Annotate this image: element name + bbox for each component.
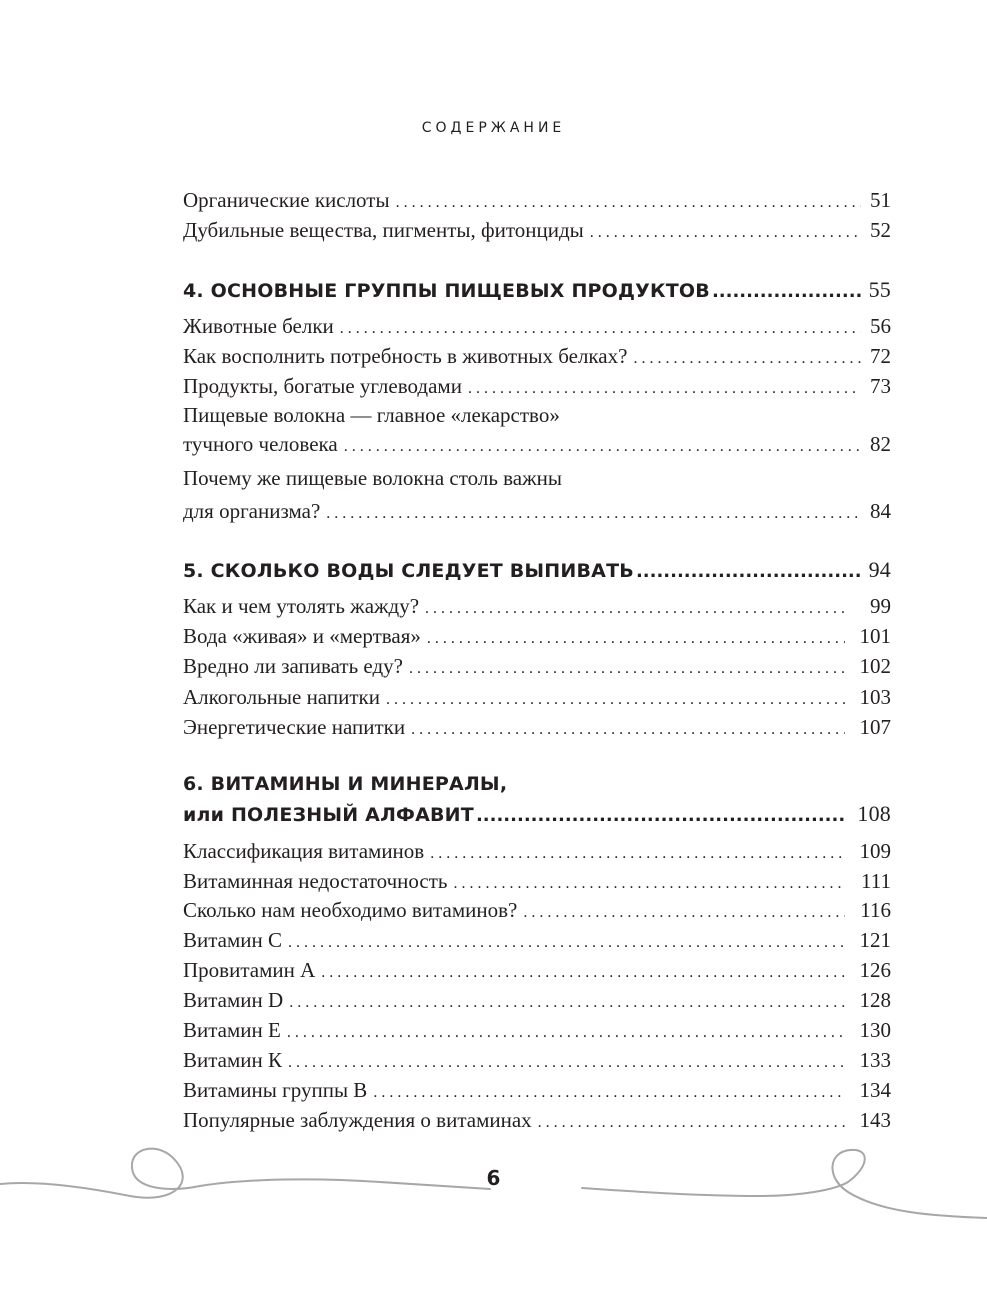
dot-leader bbox=[633, 345, 861, 373]
chapter-heading-4[interactable] bbox=[183, 276, 891, 306]
toc-entry-page: 126 bbox=[859, 958, 891, 982]
dot-leader bbox=[523, 899, 845, 927]
toc-entry-first-line[interactable]: Почему же пищевые волокна столь важны bbox=[183, 466, 562, 490]
toc-entry[interactable] bbox=[183, 986, 891, 1017]
dot-leader bbox=[468, 375, 861, 403]
dot-leader bbox=[430, 840, 845, 868]
chapter-page: 108 bbox=[857, 801, 891, 826]
toc-entry[interactable] bbox=[183, 683, 891, 714]
dot-leader bbox=[712, 278, 863, 306]
toc-entry-page: 101 bbox=[859, 624, 891, 648]
toc-entry[interactable] bbox=[183, 1076, 891, 1107]
toc-entry-label: Витамин D bbox=[183, 988, 284, 1012]
toc-entry-label: Энергетические напитки bbox=[183, 715, 406, 739]
dot-leader bbox=[636, 558, 863, 586]
toc-entry-first-line[interactable]: Пищевые волокна — главное «лекарство» bbox=[183, 403, 560, 427]
toc-entry[interactable] bbox=[183, 312, 891, 343]
chapter-title: 5. СКОЛЬКО ВОДЫ СЛЕДУЕТ ВЫПИВАТЬ bbox=[183, 560, 634, 582]
dot-leader bbox=[411, 716, 845, 744]
toc-entry[interactable] bbox=[183, 837, 891, 868]
toc-entry-page: 111 bbox=[861, 869, 891, 893]
dot-leader bbox=[287, 1019, 845, 1047]
dot-leader bbox=[321, 959, 845, 987]
toc-entry[interactable] bbox=[183, 592, 891, 623]
toc-entry-page: 103 bbox=[859, 685, 891, 709]
toc-entry[interactable] bbox=[183, 713, 891, 744]
toc-entry-page: 52 bbox=[870, 218, 891, 242]
toc-entry[interactable] bbox=[183, 216, 891, 247]
dot-leader bbox=[425, 595, 845, 623]
toc-entry-label: для организма? bbox=[183, 499, 321, 523]
toc-entry[interactable] bbox=[183, 652, 891, 683]
toc-entry-label: Вода «живая» и «мертвая» bbox=[183, 624, 421, 648]
toc-entry-page: 82 bbox=[870, 432, 891, 456]
toc-entry[interactable] bbox=[183, 1016, 891, 1047]
toc-entry-page: 133 bbox=[859, 1048, 891, 1072]
toc-entry-page: 107 bbox=[859, 715, 891, 739]
chapter-heading-6-first-line[interactable]: 6. ВИТАМИНЫ И МИНЕРАЛЫ, bbox=[183, 773, 508, 795]
toc-entry[interactable] bbox=[183, 342, 891, 373]
toc-entry[interactable] bbox=[183, 1106, 891, 1137]
toc-entry-label: Продукты, богатые углеводами bbox=[183, 374, 462, 398]
toc-entry-page: 128 bbox=[859, 988, 891, 1012]
running-head: СОДЕРЖАНИЕ bbox=[421, 120, 566, 136]
chapter-title: или ПОЛЕЗНЫЙ АЛФАВИТ bbox=[183, 804, 474, 826]
toc-entry-label: Витамины группы В bbox=[183, 1078, 368, 1102]
chapter-heading-6[interactable] bbox=[183, 800, 891, 830]
toc-entry[interactable] bbox=[183, 622, 891, 653]
dot-leader bbox=[427, 625, 845, 653]
dot-leader bbox=[326, 500, 861, 528]
dot-leader bbox=[289, 989, 845, 1017]
dot-leader bbox=[396, 189, 861, 217]
dot-leader bbox=[454, 870, 845, 898]
toc-entry-label: Витамин Е bbox=[183, 1018, 281, 1042]
toc-entry-page: 116 bbox=[860, 898, 891, 922]
toc-entry-page: 99 bbox=[870, 594, 891, 618]
toc-entry-label: Витамин С bbox=[183, 928, 283, 952]
toc-entry-label: Как восполнить потребность в животных белках? bbox=[183, 344, 628, 368]
toc-entry-page: 121 bbox=[859, 928, 891, 952]
toc-entry-label: Популярные заблуждения о витаминах bbox=[183, 1108, 532, 1132]
toc-entry[interactable] bbox=[183, 956, 891, 987]
toc-entry[interactable] bbox=[183, 1046, 891, 1077]
toc-entry-label: Вредно ли запивать еду? bbox=[183, 654, 403, 678]
toc-entry-label: Витамин К bbox=[183, 1048, 283, 1072]
dot-leader bbox=[476, 802, 847, 830]
toc-entry-label: Дубильные вещества, пигменты, фитонциды bbox=[183, 218, 584, 242]
dot-leader bbox=[538, 1109, 845, 1137]
dot-leader bbox=[288, 929, 845, 957]
toc-entry[interactable] bbox=[183, 497, 891, 528]
toc-entry-page: 72 bbox=[870, 344, 891, 368]
chapter-page: 94 bbox=[868, 557, 891, 582]
toc-entry[interactable] bbox=[183, 867, 891, 898]
toc-entry-page: 84 bbox=[870, 499, 891, 523]
toc-entry-page: 143 bbox=[859, 1108, 891, 1132]
toc-entry-label: Алкогольные напитки bbox=[183, 685, 380, 709]
toc-entry-label: Витаминная недостаточность bbox=[183, 869, 448, 893]
toc-entry-page: 130 bbox=[859, 1018, 891, 1042]
chapter-title: 4. ОСНОВНЫЕ ГРУППЫ ПИЩЕВЫХ ПРОДУКТОВ bbox=[183, 280, 710, 302]
toc-entry-page: 51 bbox=[870, 188, 891, 212]
dot-leader bbox=[340, 315, 861, 343]
toc-entry[interactable] bbox=[183, 926, 891, 957]
toc-entry-page: 102 bbox=[859, 654, 891, 678]
toc-entry[interactable] bbox=[183, 186, 891, 217]
toc-entry-label: Классификация витаминов bbox=[183, 839, 425, 863]
toc-entry[interactable] bbox=[183, 896, 891, 927]
toc-entry-label: Как и чем утолять жажду? bbox=[183, 594, 420, 618]
dot-leader bbox=[590, 219, 861, 247]
toc-entry-page: 73 bbox=[870, 374, 891, 398]
dot-leader bbox=[373, 1079, 845, 1107]
dot-leader bbox=[409, 655, 845, 683]
toc-entry-label: тучного человека bbox=[183, 432, 338, 456]
toc-entry-page: 56 bbox=[870, 314, 891, 338]
toc-entry-page: 134 bbox=[859, 1078, 891, 1102]
toc-entry-page: 109 bbox=[859, 839, 891, 863]
toc-entry[interactable] bbox=[183, 372, 891, 403]
toc-entry-label: Органические кислоты bbox=[183, 188, 390, 212]
toc-entry-label: Провитамин А bbox=[183, 958, 316, 982]
chapter-page: 55 bbox=[868, 277, 891, 302]
toc-entry-label: Сколько нам необходимо витаминов? bbox=[183, 898, 518, 922]
toc-entry-label: Животные белки bbox=[183, 314, 334, 338]
toc-entry[interactable] bbox=[183, 430, 891, 461]
chapter-heading-5[interactable] bbox=[183, 556, 891, 586]
dot-leader bbox=[288, 1049, 845, 1077]
dot-leader bbox=[386, 686, 845, 714]
page-number: 6 bbox=[486, 1166, 501, 1190]
dot-leader bbox=[344, 433, 861, 461]
